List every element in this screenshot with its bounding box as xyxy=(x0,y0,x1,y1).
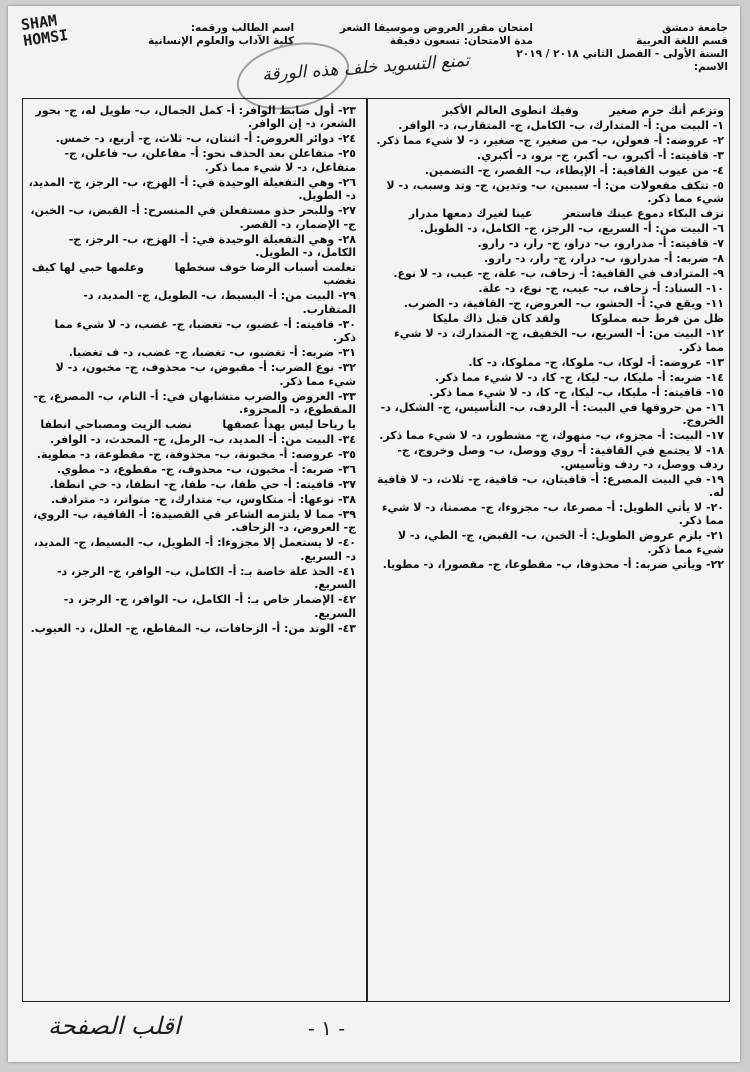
question-item: ١٤- ضربه: أ- مليكا، ب- ليكا، ج- كا، د- لا شيء مما ذكر. xyxy=(435,370,724,384)
question-item: ٢٨- وهي التفعيلة الوحيدة في: أ- الهزج، ب- الرجز، ج- الكامل، د- الطويل. xyxy=(64,232,356,260)
question-item: ٢- عروضه: أ- فعولن، ب- من صغير، ج- صغير، د- لا شيء مما ذكر. xyxy=(376,134,724,147)
question-item: ٣٨- نوعها: أ- متكاوس، ب- متدارك، ج- متواتر، د- مترادف. xyxy=(50,493,356,507)
question-item: ٣١- ضربه: أ- تغضبو، ب- تغضبا، ج- غضب، د- ف تغضبا. xyxy=(68,346,356,360)
header-line: كلية الآداب والعلوم الإنسانية xyxy=(148,35,295,47)
header-line: امتحان مقرر العروض وموسيقا الشعر xyxy=(339,22,533,34)
question-item: ٦- البيت من: أ- السريع، ب- الرجز، ج- الكامل، د- الطويل. xyxy=(419,222,724,236)
question-item: نزف البكاء دموع عينك فاستعر عينا لغيرك دمعها مدرار xyxy=(408,207,724,221)
question-item: ٢٤- دوائر العروض: أ- اثنتان، ب- ثلاث، ج- أربع، د- خمس. xyxy=(55,132,356,146)
question-item: ٤١- الحذ علة خاصة بـ: أ- الكامل، ب- الوافر، ج- الرجز، د- السريع. xyxy=(53,564,356,592)
header-left xyxy=(148,22,294,48)
header-line: قسم اللغة العربية xyxy=(636,35,728,47)
question-item: ٤٠- لا يستعمل إلا مجزوءا: أ- الطويل، ب- البسيط، ج- المديد، د- السريع. xyxy=(29,536,356,563)
turn-page-note: اقلب الصفحة xyxy=(48,1012,181,1040)
header-right xyxy=(516,22,728,74)
right-question-column xyxy=(373,104,724,573)
question-item: ١- البيت من: أ- المتدارك، ب- الكامل، ج- المتقارب، د- الوافر. xyxy=(398,119,724,132)
question-item: ١٢- البيت من: أ- السريع، ب- الخفيف، ج- المتدارك، د- لا شيء مما ذكر. xyxy=(390,327,724,354)
question-item: ٣٦- ضربه: أ- مخبون، ب- محذوف، ج- مقطوع، د- مطوي. xyxy=(56,463,356,477)
question-item: ٣٢- نوع الضرب: أ- مقبوض، ب- محذوف، ج- مخبون، د- لا شيء مما ذكر. xyxy=(51,361,356,388)
question-item: ١٨- لا يجتمع في القافية: أ- روي ووصل، ب- وصل وخروج، ج- ردف ووصل، د- ردف وتأسيس. xyxy=(393,444,724,471)
question-item: وتزعم أنك جرم صغير وفيك انطوى العالم الأكبر xyxy=(442,104,724,117)
exam-page xyxy=(8,6,740,1062)
header-line: اسم الطالب ورقمه: xyxy=(190,22,295,34)
question-item: ١٠- السناد: أ- زحاف، ب- عيب، ج- نوع، د- علة. xyxy=(478,282,724,296)
question-item: ١٩- في البيت المصرع: أ- قافيتان، ب- قافية، ج- ثلاث، د- لا قافية له. xyxy=(373,472,724,500)
handwritten-corner-note: SHAM HOMSI xyxy=(19,11,70,50)
column-divider xyxy=(366,98,368,1002)
question-item: ٩- المترادف في القافية: أ- زحاف، ب- علة، ج- عيب، د- لا نوع. xyxy=(393,267,724,281)
question-item: ٥- تتكف مفعولات من: أ- سببين، ب- وتدين، ج- وتد وسبب، د- لا شيء مما ذكر. xyxy=(382,179,724,206)
question-item: ٣٩- مما لا يلتزمه الشاعر في القصيدة: أ- القافية، ب- الروي، ج- العروض، د- الزحاف. xyxy=(29,508,356,535)
question-item: ٧- قافيته: أ- مدرارو، ب- دراو، ج- رار، د- رارو. xyxy=(477,237,724,251)
handwritten-banner: تمنع التسويد خلف هذه الورقة xyxy=(261,50,471,86)
question-item: ٣٧- قافيته: أ- حي طفا، ب- طفا، ج- انطفا، د- حي انطفا. xyxy=(49,478,356,492)
question-item: ٣٣- العروض والضرب متشابهان في: أ- التام، ب- المصرع، ج- المقطوع، د- المجزوء. xyxy=(29,389,356,417)
left-question-column xyxy=(24,104,356,637)
question-item: ٢٢- ويأتي ضربه: أ- محذوفا، ب- مقطوعا، ج- مقصورا، د- مطويا. xyxy=(382,557,724,571)
question-item: يا رياحا ليس يهدأ عصفها نضب الزيت ومصباحي انطفا xyxy=(40,418,356,432)
header-line: السنة الأولى - الفصل الثاني ٢٠١٨ / ٢٠١٩ xyxy=(516,48,728,60)
question-item: ٣٤- البيت من: أ- المديد، ب- الرمل، ج- المحدث، د- الوافر. xyxy=(49,433,356,447)
question-item: ٨- ضربه: أ- مدرارو، ب- درار، ج- رار، د- رارو. xyxy=(483,252,724,266)
question-item: ٣٥- عروضه: أ- مخبونة، ب- محذوفة، ج- مقطوعة، د- مطوية. xyxy=(36,448,356,462)
question-item: ٤٣- الوتد من: أ- الزحافات، ب- المقاطع، ج- العلل، د- العيوب. xyxy=(30,621,356,635)
question-item: ١١- ويقع في: أ- الحشو، ب- العروض، ج- القافية، د- الضرب. xyxy=(403,297,724,311)
question-item: ٢١- يلزم عروض الطويل: أ- الخبن، ب- القبض، ج- الطي، د- لا شيء مما ذكر. xyxy=(393,529,724,556)
header-line: الاسم: xyxy=(693,61,728,73)
question-item: ٣٠- قافيته: أ- غضبو، ب- تغضبا، ج- غضب، د- لا شيء مما ذكر. xyxy=(50,317,356,345)
question-item: ١٧- البيت: أ- مجزوء، ب- منهوك، ج- مشطور، د- لا شيء مما ذكر. xyxy=(379,429,724,443)
question-item: ٢٩- البيت من: أ- البسيط، ب- الطويل، ج- المديد، د- المتقارب. xyxy=(79,289,356,316)
question-item: ١٥- قافيته: أ- مليكا، ب- ليكا، ج- كا، د- لا شيء مما ذكر. xyxy=(429,385,724,399)
question-item: ٢٦- وهي التفعيلة الوحيدة في: أ- الهزج، ب- الرجز، ج- المديد، د- الطويل. xyxy=(24,175,356,203)
header-line: جامعة دمشق xyxy=(662,22,728,34)
question-item: ٤٢- الإضمار خاص بـ: أ- الكامل، ب- الوافر، ج- الرجز، د- السريع. xyxy=(59,593,356,620)
question-item: ٢٧- وللبحر حذو مستفعلن في المنسرح: أ- القبض، ب- الخبن، ج- الإضمار، د- القصر. xyxy=(26,204,356,231)
page-footer xyxy=(38,1008,720,1054)
question-item: ٢٣- أول ضابط الوافر: أ- كمل الجمال، ب- طويل له، ج- بحور الشعر، د- إن الوافر. xyxy=(31,104,356,131)
question-item: تعلمت أسباب الرضا خوف سخطها وعلمها حبي لها كيف تغضب xyxy=(27,261,356,288)
question-item: ١٦- من حروفها في البيت: أ- الردف، ب- التأسيس، ج- الشكل، د- الخروج. xyxy=(376,400,724,428)
question-item: ١٣- عروضه: أ- لوكا، ب- ملوكا، ج- مملوكا، د- كا. xyxy=(468,355,724,369)
header-mid xyxy=(340,22,533,48)
question-item: ٣- قافيته: أ- أكبرو، ب- أكبر، ج- برو، د- أكبري. xyxy=(477,149,724,162)
question-item: ٢٥- متفاعلن بعد الحذف نحو: أ- مفاعلن، ب- فاعلن، ج- متفاعل، د- لا شيء مما ذكر. xyxy=(60,147,356,174)
page-number: - ١ - xyxy=(308,1016,345,1040)
header-line: مدة الامتحان: تسعون دقيقة xyxy=(389,35,533,47)
question-item: ٤- من عيوب القافية: أ- الإيطاء، ب- القصر، ج- التضمين. xyxy=(424,164,724,177)
question-item: ظل من فرط حبه مملوكا ولقد كان قبل ذاك مليكا xyxy=(432,312,724,326)
question-item: ٢٠- لا يأتي الطويل: أ- مصرعا، ب- مجزوءا، ج- مصمتا، د- لا شيء مما ذكر. xyxy=(378,501,724,528)
